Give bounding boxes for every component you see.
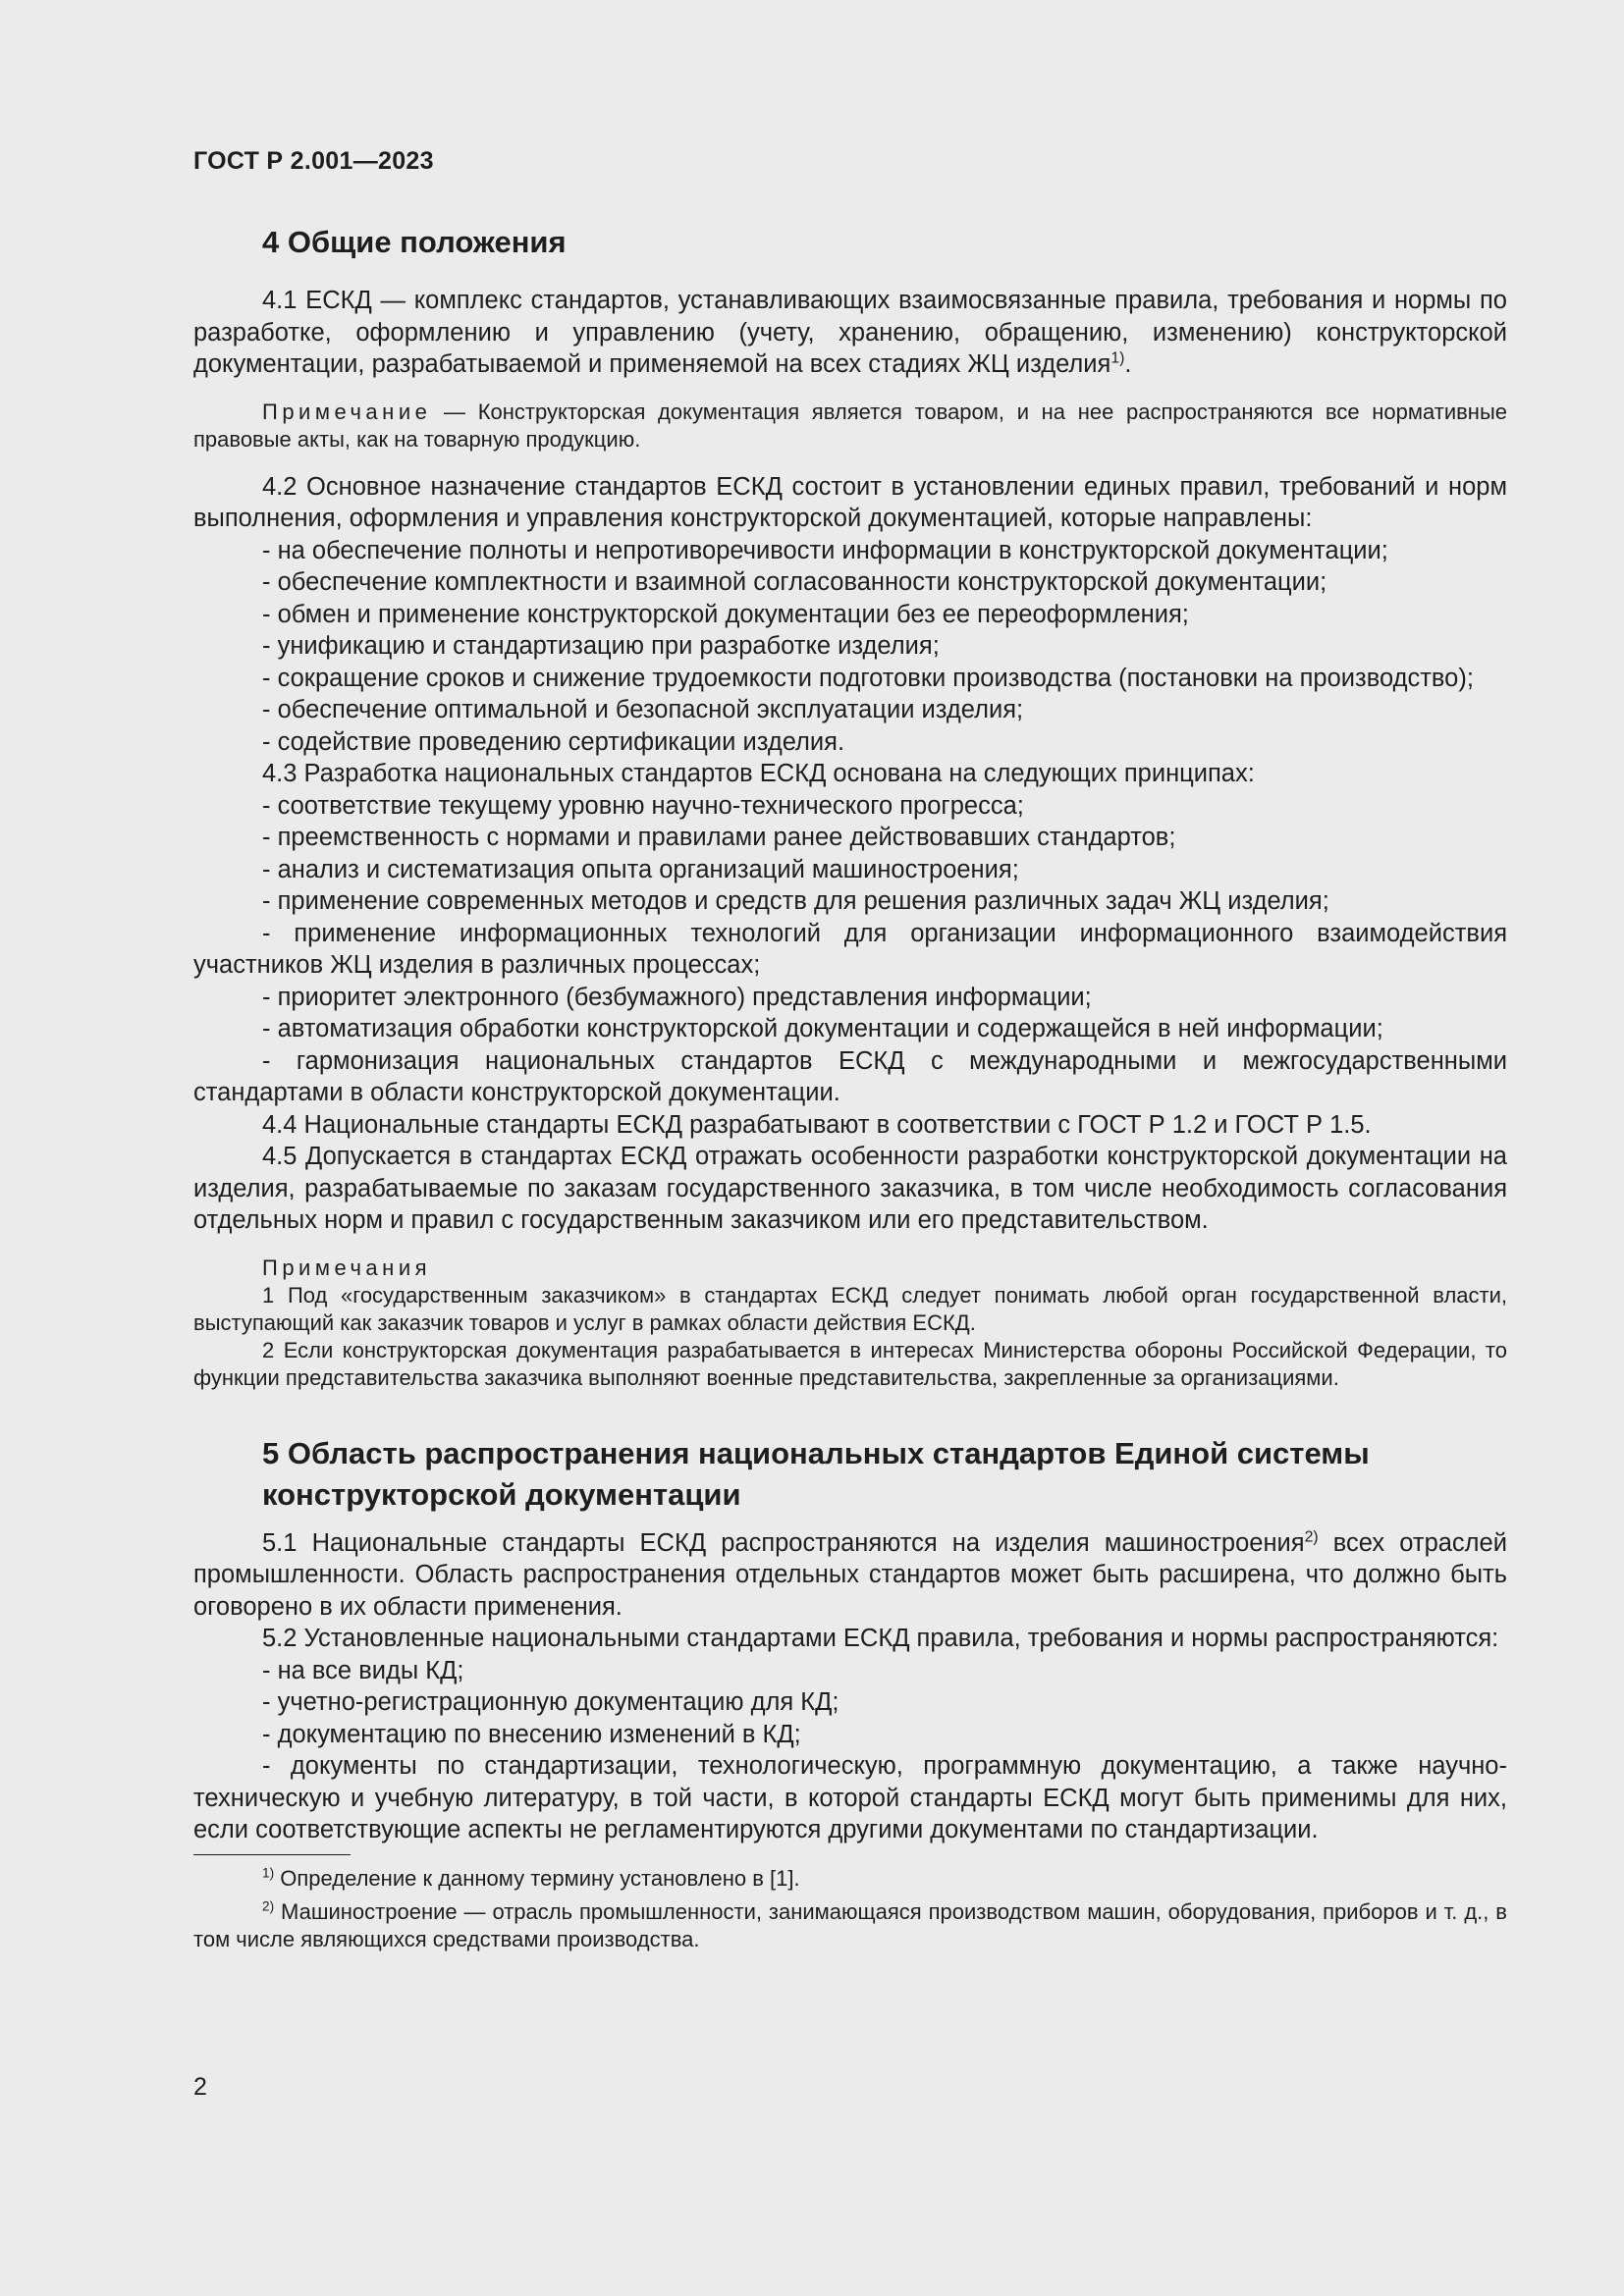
list-item: - унификацию и стандартизацию при разработке изделия; [262, 632, 940, 660]
list-item: - учетно-регистрационную документацию для КД; [262, 1688, 839, 1716]
list-item: - на все виды КД; [262, 1656, 464, 1684]
list-item: - приоритет электронного (безбумажного) представления информации; [262, 983, 1092, 1011]
notes-label: Примечания [262, 1255, 432, 1280]
paragraph-5-2: 5.2 Установленные национальными стандартами ЕСКД правила, требования и нормы распространяются: [262, 1625, 1499, 1652]
list-item: - обмен и применение конструкторской документации без ее переоформления; [262, 600, 1189, 628]
paragraph-4-4: 4.4 Национальные стандарты ЕСКД разрабатывают в соответствии с ГОСТ Р 1.2 и ГОСТ Р 1.5. [262, 1110, 1372, 1139]
document-code: ГОСТ Р 2.001—2023 [193, 147, 434, 175]
list-item: - документацию по внесению изменений в КД; [262, 1720, 801, 1748]
paragraph-4-5: 4.5 Допускается в стандартах ЕСКД отражать особенности разработки конструкторской документации на изделия, разрабатываемые по заказам государственного заказчика, в том числе необходимость согласования отдельных норм и правил с государственным заказчиком или его представительством. [193, 1143, 1507, 1234]
footnote-ref-1: 1) [1110, 349, 1125, 367]
note-item: 1 Под «государственным заказчиком» в стандартах ЕСКД следует понимать любой орган государственной власти, выступающий как заказчик товаров и услуг в рамках области действия ЕСКД. [193, 1282, 1507, 1335]
list-item: - обеспечение комплектности и взаимной согласованности конструкторской документации; [262, 568, 1327, 596]
list-item: - соответствие текущему уровню научно-технического прогресса; [262, 791, 1024, 820]
footnote-separator [193, 1854, 351, 1855]
paragraph-5-1: 5.1 Национальные стандарты ЕСКД распространяются на изделия машиностроения$^{2)}$ всех отраслей промышленности. Область распространения отдельных стандартов может быть расширена, что должно быть оговорено в их области применения. [193, 1528, 1507, 1621]
list-5-2 [193, 1655, 1507, 1846]
list-item: - применение современных методов и средств для решения различных задач ЖЦ изделия; [262, 887, 1329, 915]
note-item: 2 Если конструкторская документация разрабатывается в интересах Министерства обороны Российской Федерации, то функции представительства заказчика выполняют военные представительства, закрепленные за организациями. [193, 1337, 1507, 1390]
list-item: - сокращение сроков и снижение трудоемкости подготовки производства (постановки на производство); [262, 664, 1474, 692]
footnote-1: $^{1)}$ Определение к данному термину установлено в [1]. [262, 1865, 800, 1891]
list-4-2 [193, 535, 1507, 759]
list-item: - содействие проведению сертификации изделия. [262, 727, 845, 756]
list-item: - применение информационных технологий для организации информационного взаимодействия участников ЖЦ изделия в различных процессах; [193, 919, 1507, 979]
section-4-title: 4 Общие положения [262, 225, 567, 259]
footnote-2: $^{2)}$ Машиностроение — отрасль промышленности, занимающаяся производством машин, оборудования, приборов и т. д., в том числе являющихся средствами производства. [193, 1898, 1507, 1951]
list-item: - гармонизация национальных стандартов ЕСКД с международными и межгосударственными стандартами в области конструкторской документации. [193, 1046, 1507, 1106]
list-item: - автоматизация обработки конструкторской документации и содержащейся в ней информации; [262, 1015, 1383, 1042]
list-item: - на обеспечение полноты и непротиворечивости информации в конструкторской документации; [262, 536, 1388, 564]
footnote-ref-2: 2) [1304, 1528, 1319, 1545]
section-5-title: 5 Область распространения национальных стандартов Единой системы конструкторской документации [262, 1435, 1370, 1512]
paragraph-4-2: 4.2 Основное назначение стандартов ЕСКД состоит в установлении единых правил, требований и норм выполнения, оформления и управления конструкторской документацией, которые направлены: [193, 472, 1507, 532]
note-4-1: Примечание — Конструкторская документация является товаром, и на нее распространяются все нормативные правовые акты, как на товарную продукцию. [193, 399, 1507, 452]
note-label: Примечание [262, 399, 432, 424]
list-item: - обеспечение оптимальной и безопасной эксплуатации изделия; [262, 696, 1024, 723]
paragraph-4-1: 4.1 ЕСКД — комплекс стандартов, устанавливающих взаимосвязанные правила, требования и нормы по разработке, оформлению и управлению (учету, хранению, обращению, изменению) конструкторской документации, разрабатываемой и применяемой на всех стадиях ЖЦ изделия$^{1)}$. [193, 287, 1507, 378]
list-4-3 [193, 790, 1507, 1109]
list-item: - преемственность с нормами и правилами ранее действовавших стандартов; [262, 824, 1176, 851]
list-item: - документы по стандартизации, технологическую, программную документацию, а также научно-техническую и учебную литературу, в той части, в которой стандарты ЕСКД могут быть применимы для них, если соответствующие аспекты не регламентируются другими документами по стандартизации. [193, 1752, 1507, 1843]
list-item: - анализ и систематизация опыта организаций машиностроения; [262, 855, 1019, 883]
paragraph-4-3: 4.3 Разработка национальных стандартов ЕСКД основана на следующих принципах: [262, 760, 1255, 787]
page-number: 2 [193, 2073, 207, 2101]
page-content [193, 222, 1507, 1953]
